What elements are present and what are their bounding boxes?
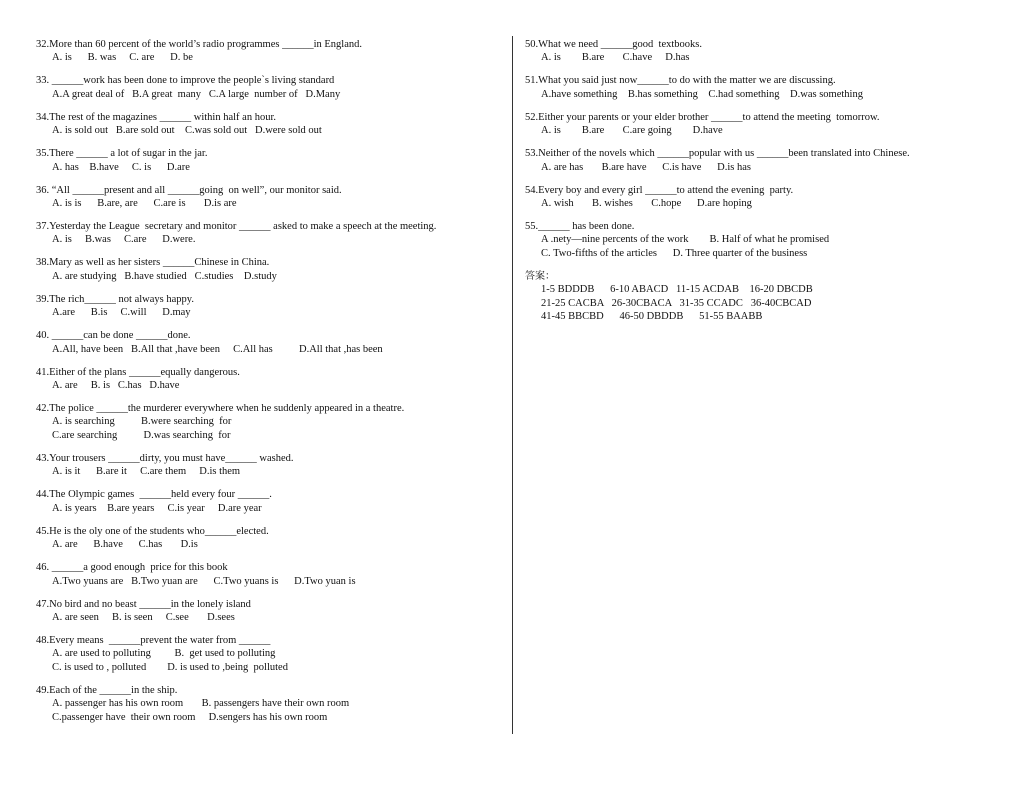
answer-options: A.Two yuans are B.Two yuan are C.Two yuans is D.Two yuan is bbox=[52, 575, 356, 587]
question-stem: 54.Every boy and every girl ______to attend the evening party. bbox=[525, 184, 794, 196]
question-item bbox=[525, 74, 995, 101]
question-stem: 50.What we need ______good textbooks. bbox=[525, 39, 703, 50]
question-item bbox=[36, 38, 506, 65]
answer-options: C.passenger have their own room D.sengers has his own room bbox=[52, 711, 328, 723]
question-stem: 39.The rich______ not always happy. bbox=[36, 293, 194, 305]
answer-options: A. are B.have C.has D.is bbox=[52, 539, 198, 551]
right-question-list bbox=[525, 38, 995, 260]
question-item bbox=[36, 74, 506, 101]
question-item bbox=[36, 147, 506, 174]
answer-options: A .nety—nine percents of the work B. Half of what he promised bbox=[541, 234, 830, 246]
question-stem: 34.The rest of the magazines ______ within half an hour. bbox=[36, 111, 276, 123]
answer-options: A. has B.have C. is D.are bbox=[52, 161, 190, 173]
question-item bbox=[36, 256, 506, 283]
question-stem: 42.The police ______the murderer everywhere when he suddenly appeared in a theatre. bbox=[36, 403, 405, 415]
question-stem: 32.More than 60 percent of the world’s radio programmes ______in England. bbox=[36, 39, 363, 50]
answer-options: A. is B.are C.are going D.have bbox=[541, 125, 723, 137]
answer-options: A. are seen B. is seen C.see D.sees bbox=[52, 611, 235, 623]
answer-options: A.A great deal of B.A great many C.A large number of D.Many bbox=[52, 88, 341, 100]
answer-options: A. is B.are C.have D.has bbox=[541, 52, 690, 64]
question-stem: 41.Either of the plans ______equally dangerous. bbox=[36, 366, 240, 378]
answer-options: C. is used to , polluted D. is used to ,being polluted bbox=[52, 661, 288, 673]
answer-options: A. is B.was C.are D.were. bbox=[52, 234, 196, 246]
answer-key-title: 答案： bbox=[525, 270, 555, 282]
question-item bbox=[36, 111, 506, 138]
question-stem: 43.Your trousers ______dirty, you must have______ washed. bbox=[36, 452, 294, 464]
answer-options: A. are B. is C.has D.have bbox=[52, 380, 180, 392]
question-item bbox=[525, 147, 995, 174]
question-item bbox=[525, 111, 995, 138]
question-item bbox=[36, 452, 506, 479]
answer-options: A. is B. was C. are D. be bbox=[52, 52, 193, 64]
question-stem: 47.No bird and no beast ______in the lonely island bbox=[36, 598, 251, 610]
question-stem: 38.Mary as well as her sisters ______Chinese in China. bbox=[36, 257, 270, 269]
question-item bbox=[36, 366, 506, 393]
answer-key-line: 21-25 CACBA 26-30CBACA 31-35 CCADC 36-40CBCAD bbox=[541, 297, 812, 309]
question-stem: 45.He is the oly one of the students who______elected. bbox=[36, 525, 269, 537]
question-item bbox=[36, 402, 506, 442]
question-stem: 48.Every means ______prevent the water from ______ bbox=[36, 634, 271, 646]
answer-key bbox=[525, 270, 995, 324]
question-item bbox=[36, 184, 506, 211]
question-stem: 44.The Olympic games ______held every four ______. bbox=[36, 489, 272, 501]
question-item bbox=[36, 220, 506, 247]
answer-options: A.have something B.has something C.had something D.was something bbox=[541, 88, 863, 100]
answer-options: A. is searching B.were searching for bbox=[52, 416, 232, 428]
answer-options: A. is years B.are years C.is year D.are year bbox=[52, 502, 262, 514]
question-stem: 33. ______work has been done to improve the people`s living standard bbox=[36, 75, 335, 87]
question-item bbox=[36, 561, 506, 588]
question-item bbox=[36, 488, 506, 515]
right-column bbox=[525, 38, 995, 323]
question-item bbox=[36, 598, 506, 625]
answer-key-line: 1-5 BDDDB 6-10 ABACD 11-15 ACDAB 16-20 DBCDB bbox=[541, 284, 813, 296]
question-stem: 46. ______a good enough price for this book bbox=[36, 562, 228, 574]
question-item bbox=[36, 684, 506, 724]
answer-options: A. are has B.are have C.is have D.is has bbox=[541, 161, 751, 173]
question-item bbox=[36, 293, 506, 320]
answer-options: A. is it B.are it C.are them D.is them bbox=[52, 466, 241, 478]
answer-options: A.are B.is C.will D.may bbox=[52, 307, 191, 319]
answer-options: A. is is B.are, are C.are is D.is are bbox=[52, 198, 237, 210]
question-stem: 51.What you said just now______to do with the matter we are discussing. bbox=[525, 75, 836, 87]
question-stem: 49.Each of the ______in the ship. bbox=[36, 684, 178, 696]
question-item bbox=[525, 220, 995, 260]
question-stem: 55.______ has been done. bbox=[525, 221, 635, 233]
question-stem: 35.There ______ a lot of sugar in the jar. bbox=[36, 148, 208, 160]
question-item bbox=[36, 329, 506, 356]
answer-options: A. passenger has his own room B. passengers have their own room bbox=[52, 698, 350, 710]
answer-key-line: 41-45 BBCBD 46-50 DBDDB 51-55 BAABB bbox=[541, 311, 763, 323]
answer-options: A. are studying B.have studied C.studies D.study bbox=[52, 270, 277, 282]
left-column bbox=[36, 38, 506, 734]
question-item bbox=[525, 38, 995, 65]
question-item bbox=[36, 525, 506, 552]
question-stem: 36. “All ______present and all ______going on well”, our monitor said. bbox=[36, 184, 342, 196]
question-item bbox=[525, 184, 995, 211]
question-stem: 37.Yesterday the League secretary and monitor ______ asked to make a speech at the meeting. bbox=[36, 221, 437, 233]
answer-options: A.All, have been B.All that ,have been C.All has D.All that ,has been bbox=[52, 343, 383, 355]
question-stem: 52.Either your parents or your elder brother ______to attend the meeting tomorrow. bbox=[525, 111, 880, 123]
answer-options: A. is sold out B.are sold out C.was sold out D.were sold out bbox=[52, 125, 322, 137]
answer-options: A. are used to polluting B. get used to polluting bbox=[52, 648, 276, 660]
question-item bbox=[36, 634, 506, 674]
column-divider bbox=[512, 36, 513, 734]
question-stem: 40. ______can be done ______done. bbox=[36, 330, 191, 342]
question-stem: 53.Neither of the novels which ______popular with us ______been translated into Chinese. bbox=[525, 148, 910, 160]
answer-options: A. wish B. wishes C.hope D.are hoping bbox=[541, 198, 752, 210]
answer-options: C.are searching D.was searching for bbox=[52, 429, 231, 441]
answer-options: C. Two-fifths of the articles D. Three quarter of the business bbox=[541, 247, 808, 259]
